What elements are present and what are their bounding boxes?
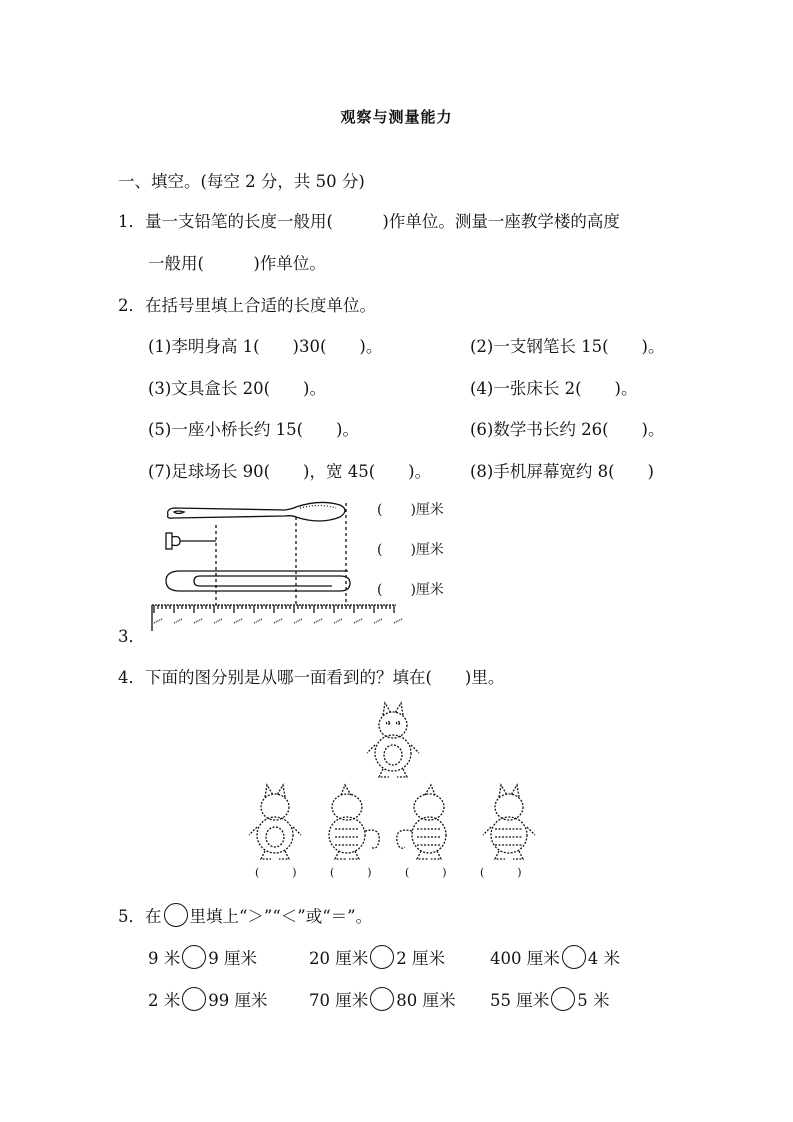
compare-right: 9 厘米 bbox=[208, 949, 257, 968]
compare-right: 80 厘米 bbox=[396, 991, 456, 1010]
cartoon-figures bbox=[245, 705, 555, 865]
question-2-item: (4)一张床长 2( )。 bbox=[470, 379, 638, 398]
view-answer-blank: ( ) bbox=[255, 866, 297, 879]
view-answer-blank: ( ) bbox=[480, 866, 522, 879]
compare-circle bbox=[164, 903, 188, 927]
section-heading: 一、填空。(每空 2 分，共 50 分) bbox=[118, 172, 365, 191]
question-4-stem: 4．下面的图分别是从哪一面看到的？填在( )里。 bbox=[118, 668, 505, 687]
compare-circle bbox=[551, 987, 575, 1011]
compare-right: 99 厘米 bbox=[208, 991, 268, 1010]
pin-illustration bbox=[166, 533, 216, 549]
answer-label: ( )厘米 bbox=[377, 502, 444, 518]
compare-item bbox=[490, 945, 620, 969]
question-2-item: (7)足球场长 90( )，宽 45( )。 bbox=[148, 462, 432, 481]
answer-label: ( )厘米 bbox=[377, 582, 444, 598]
question-5-stem-end: 里填上“＞”“＜”或“＝”。 bbox=[189, 907, 373, 926]
compare-item bbox=[148, 945, 257, 969]
page-title: 观察与测量能力 bbox=[340, 108, 453, 126]
compare-left: 9 米 bbox=[148, 949, 181, 968]
question-1-line-1: 1．量一支铅笔的长度一般用( )作单位。测量一座教学楼的高度 bbox=[118, 212, 620, 231]
question-2-item: (3)文具盒长 20( )。 bbox=[148, 379, 326, 398]
compare-item bbox=[490, 987, 610, 1011]
question-3-number: 3． bbox=[118, 627, 145, 646]
view-answer-blank: ( ) bbox=[405, 866, 447, 879]
compare-right: 5 米 bbox=[577, 991, 610, 1010]
compare-circle bbox=[562, 945, 586, 969]
compare-circle bbox=[182, 945, 206, 969]
question-2-item: (8)手机屏幕宽约 8( ) bbox=[470, 462, 654, 481]
compare-item bbox=[309, 987, 456, 1011]
compare-circle bbox=[370, 987, 394, 1011]
question-5-stem-start: 5．在 bbox=[118, 907, 162, 926]
compare-left: 55 厘米 bbox=[490, 991, 550, 1010]
compare-left: 400 厘米 bbox=[490, 949, 560, 968]
question-5-stem bbox=[118, 903, 372, 927]
paper-clip-illustration bbox=[166, 571, 350, 591]
ruler-illustration bbox=[152, 605, 402, 631]
answer-label: ( )厘米 bbox=[377, 542, 444, 558]
compare-right: 2 厘米 bbox=[396, 949, 445, 968]
question-2-item: (2)一支钢笔长 15( )。 bbox=[470, 337, 665, 356]
question-2-item: (5)一座小桥长约 15( )。 bbox=[148, 420, 359, 439]
question-2-item: (6)数学书长约 26( )。 bbox=[470, 420, 665, 439]
spoon-illustration bbox=[168, 502, 345, 521]
cartoon-animal-front-view bbox=[367, 703, 419, 777]
question-2-stem: 2．在括号里填上合适的长度单位。 bbox=[118, 296, 376, 315]
compare-left: 70 厘米 bbox=[309, 991, 369, 1010]
compare-left: 2 米 bbox=[148, 991, 181, 1010]
compare-item bbox=[148, 987, 268, 1011]
compare-item bbox=[309, 945, 445, 969]
compare-left: 20 厘米 bbox=[309, 949, 369, 968]
compare-circle bbox=[370, 945, 394, 969]
view-answer-blank: ( ) bbox=[330, 866, 372, 879]
question-1-line-2: 一般用( )作单位。 bbox=[148, 254, 326, 273]
question-2-item: (1)李明身高 1( )30( )。 bbox=[148, 337, 383, 356]
compare-right: 4 米 bbox=[587, 949, 620, 968]
compare-circle bbox=[182, 987, 206, 1011]
